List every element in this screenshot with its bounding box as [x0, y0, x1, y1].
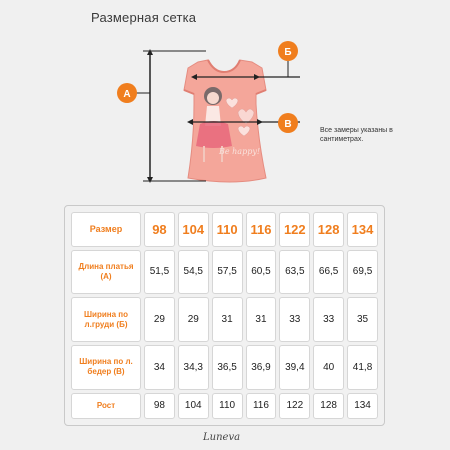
table-row-hips	[71, 345, 378, 390]
table-cell: 116	[246, 393, 277, 419]
table-row-height	[71, 393, 378, 419]
table-cell: 41,8	[347, 345, 378, 390]
table-cell: 39,4	[279, 345, 310, 390]
size-cell: 122	[279, 212, 310, 247]
measurement-note: Все замеры указаны в сантиметрах.	[320, 127, 393, 143]
marker-a-label: А	[123, 89, 131, 100]
row-label-size: Размер	[71, 212, 141, 247]
size-cell: 116	[246, 212, 277, 247]
size-table-frame	[64, 205, 385, 426]
table-cell: 54,5	[178, 250, 209, 295]
print-text: Be happy!	[219, 147, 261, 156]
brand-logo: Luneva	[203, 432, 241, 443]
marker-b-label: Б	[284, 47, 292, 58]
table-cell: 29	[178, 297, 209, 342]
table-row-chest	[71, 297, 378, 342]
size-cell: 128	[313, 212, 344, 247]
row-label-hips: Ширина по л. бедер (В)	[71, 345, 141, 390]
size-cell: 104	[178, 212, 209, 247]
table-cell: 110	[212, 393, 243, 419]
marker-a	[117, 83, 137, 103]
table-cell: 31	[246, 297, 277, 342]
table-cell: 29	[144, 297, 175, 342]
table-cell: 122	[279, 393, 310, 419]
page-title: Размерная сетка	[91, 10, 197, 25]
marker-b	[278, 41, 298, 61]
table-cell: 134	[347, 393, 378, 419]
table-cell: 35	[347, 297, 378, 342]
table-cell: 36,5	[212, 345, 243, 390]
table-cell: 36,9	[246, 345, 277, 390]
table-cell: 104	[178, 393, 209, 419]
size-cell: 134	[347, 212, 378, 247]
table-cell: 128	[313, 393, 344, 419]
size-cell: 98	[144, 212, 175, 247]
table-cell: 57,5	[212, 250, 243, 295]
table-cell: 31	[212, 297, 243, 342]
table-cell: 33	[279, 297, 310, 342]
dress-measurement-diagram	[0, 0, 450, 195]
table-cell: 34,3	[178, 345, 209, 390]
marker-v-label: В	[284, 119, 292, 130]
row-label-length: Длина платья (А)	[71, 250, 141, 295]
table-cell: 60,5	[246, 250, 277, 295]
marker-v	[278, 113, 298, 133]
size-table	[68, 209, 381, 422]
table-cell: 33	[313, 297, 344, 342]
table-cell: 69,5	[347, 250, 378, 295]
table-cell: 40	[313, 345, 344, 390]
table-row-length	[71, 250, 378, 295]
table-cell: 98	[144, 393, 175, 419]
table-row-size	[71, 212, 378, 247]
table-cell: 51,5	[144, 250, 175, 295]
table-cell: 34	[144, 345, 175, 390]
row-label-chest: Ширина по л.груди (Б)	[71, 297, 141, 342]
size-cell: 110	[212, 212, 243, 247]
row-label-height: Рост	[71, 393, 141, 419]
table-cell: 66,5	[313, 250, 344, 295]
table-cell: 63,5	[279, 250, 310, 295]
